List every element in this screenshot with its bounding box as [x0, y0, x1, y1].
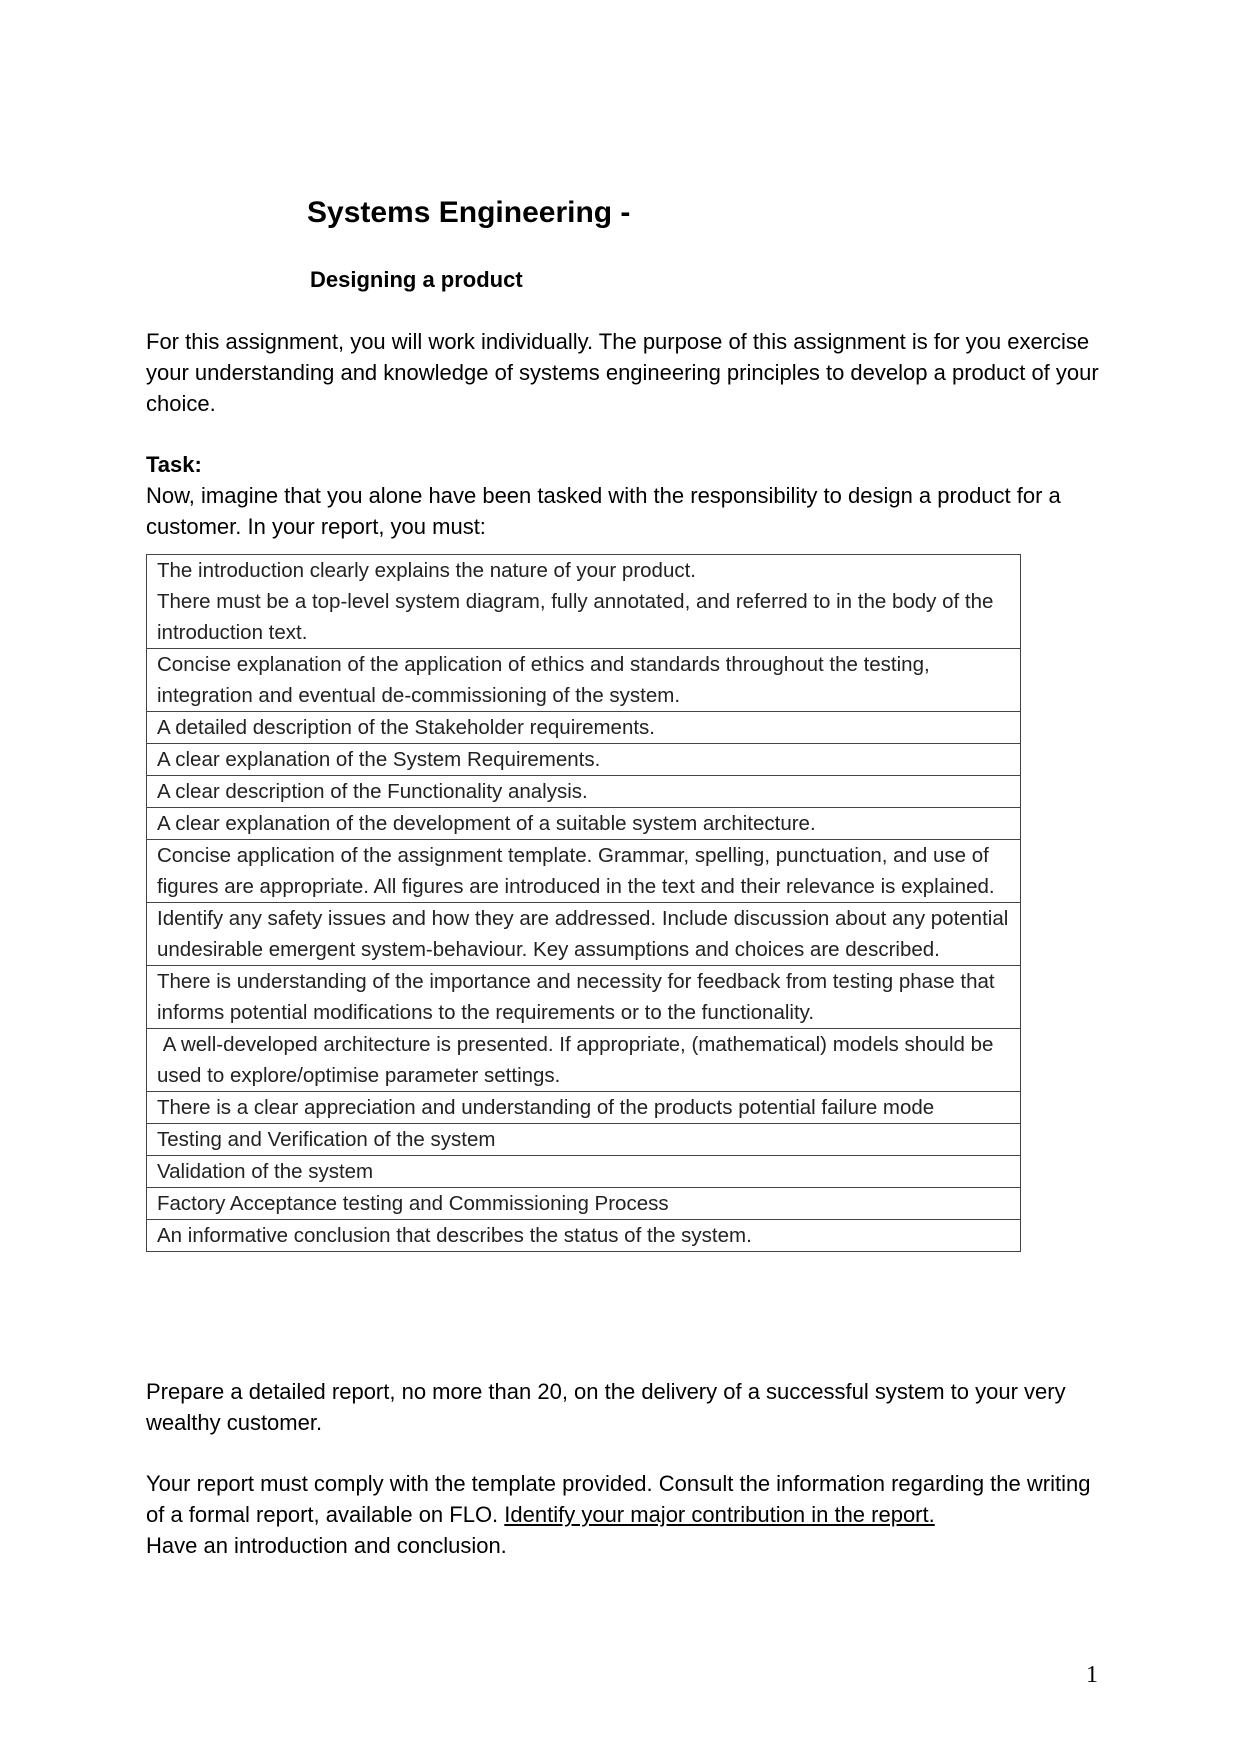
criteria-cell: Testing and Verification of the system — [147, 1124, 1021, 1156]
criteria-cell: A detailed description of the Stakeholder requirements. — [147, 712, 1021, 744]
table-row — [147, 1124, 1021, 1156]
criteria-cell: There is understanding of the importance and necessity for feedback from testing phase that informs potential modifications to the requirements or to the functionality. — [147, 966, 1021, 1029]
template-text: Your report must comply with the template provided. Consult the information regarding the writing of a formal report, available on FLO. — [146, 1471, 1091, 1527]
task-heading: Task: — [146, 452, 202, 477]
table-row — [147, 1156, 1021, 1188]
table-row — [147, 1188, 1021, 1220]
document-title: Systems Engineering - — [307, 196, 631, 229]
closing-text: Have an introduction and conclusion. — [146, 1533, 507, 1558]
page-number: 1 — [1086, 1662, 1098, 1688]
criteria-cell: A clear explanation of the System Requirements. — [147, 744, 1021, 776]
criteria-cell: A well-developed architecture is presented. If appropriate, (mathematical) models should be used to explore/optimise parameter settings. — [147, 1029, 1021, 1092]
criteria-cell: Identify any safety issues and how they are addressed. Include discussion about any potential undesirable emergent system-behaviour. Key assumptions and choices are described. — [147, 903, 1021, 966]
table-row — [147, 1092, 1021, 1124]
table-row — [147, 712, 1021, 744]
intro-paragraph: For this assignment, you will work individually. The purpose of this assignment is for you exercise your understanding and knowledge of systems engineering principles to develop a product of your choice. — [146, 329, 1099, 416]
table-row — [147, 1220, 1021, 1252]
table-row — [147, 649, 1021, 712]
task-paragraph: Now, imagine that you alone have been tasked with the responsibility to design a product for a customer. In your report, you must: — [146, 483, 1061, 539]
criteria-text-intro: The introduction clearly explains the nature of your product. There must be a top-level system diagram, fully annotated, and referred to in the body of the introduction text. — [157, 559, 994, 644]
table-row — [147, 1029, 1021, 1092]
table-row — [147, 744, 1021, 776]
table-row — [147, 903, 1021, 966]
document-subtitle: Designing a product — [310, 267, 523, 292]
criteria-cell: Factory Acceptance testing and Commissioning Process — [147, 1188, 1021, 1220]
criteria-cell: There is a clear appreciation and understanding of the products potential failure mode — [147, 1092, 1021, 1124]
criteria-cell: An informative conclusion that describes the status of the system. — [147, 1220, 1021, 1252]
criteria-cell: Validation of the system — [147, 1156, 1021, 1188]
report-length-paragraph: Prepare a detailed report, no more than 20, on the delivery of a successful system to your very wealthy customer. — [146, 1379, 1066, 1435]
criteria-cell: Concise explanation of the application of ethics and standards throughout the testing, integration and eventual de-commissioning of the system. — [147, 649, 1021, 712]
table-row — [147, 776, 1021, 808]
criteria-cell: A clear description of the Functionality analysis. — [147, 776, 1021, 808]
criteria-cell: Concise application of the assignment template. Grammar, spelling, punctuation, and use of figures are appropriate. All figures are introduced in the text and their relevance is explained. — [147, 840, 1021, 903]
table-row — [147, 840, 1021, 903]
criteria-table — [146, 554, 1021, 1252]
template-paragraph — [146, 1468, 1106, 1561]
criteria-cell — [147, 555, 1021, 649]
table-row — [147, 966, 1021, 1029]
table-row — [147, 808, 1021, 840]
table-row — [147, 555, 1021, 649]
contribution-underlined-text: Identify your major contribution in the report. — [504, 1502, 935, 1527]
criteria-cell: A clear explanation of the development of a suitable system architecture. — [147, 808, 1021, 840]
